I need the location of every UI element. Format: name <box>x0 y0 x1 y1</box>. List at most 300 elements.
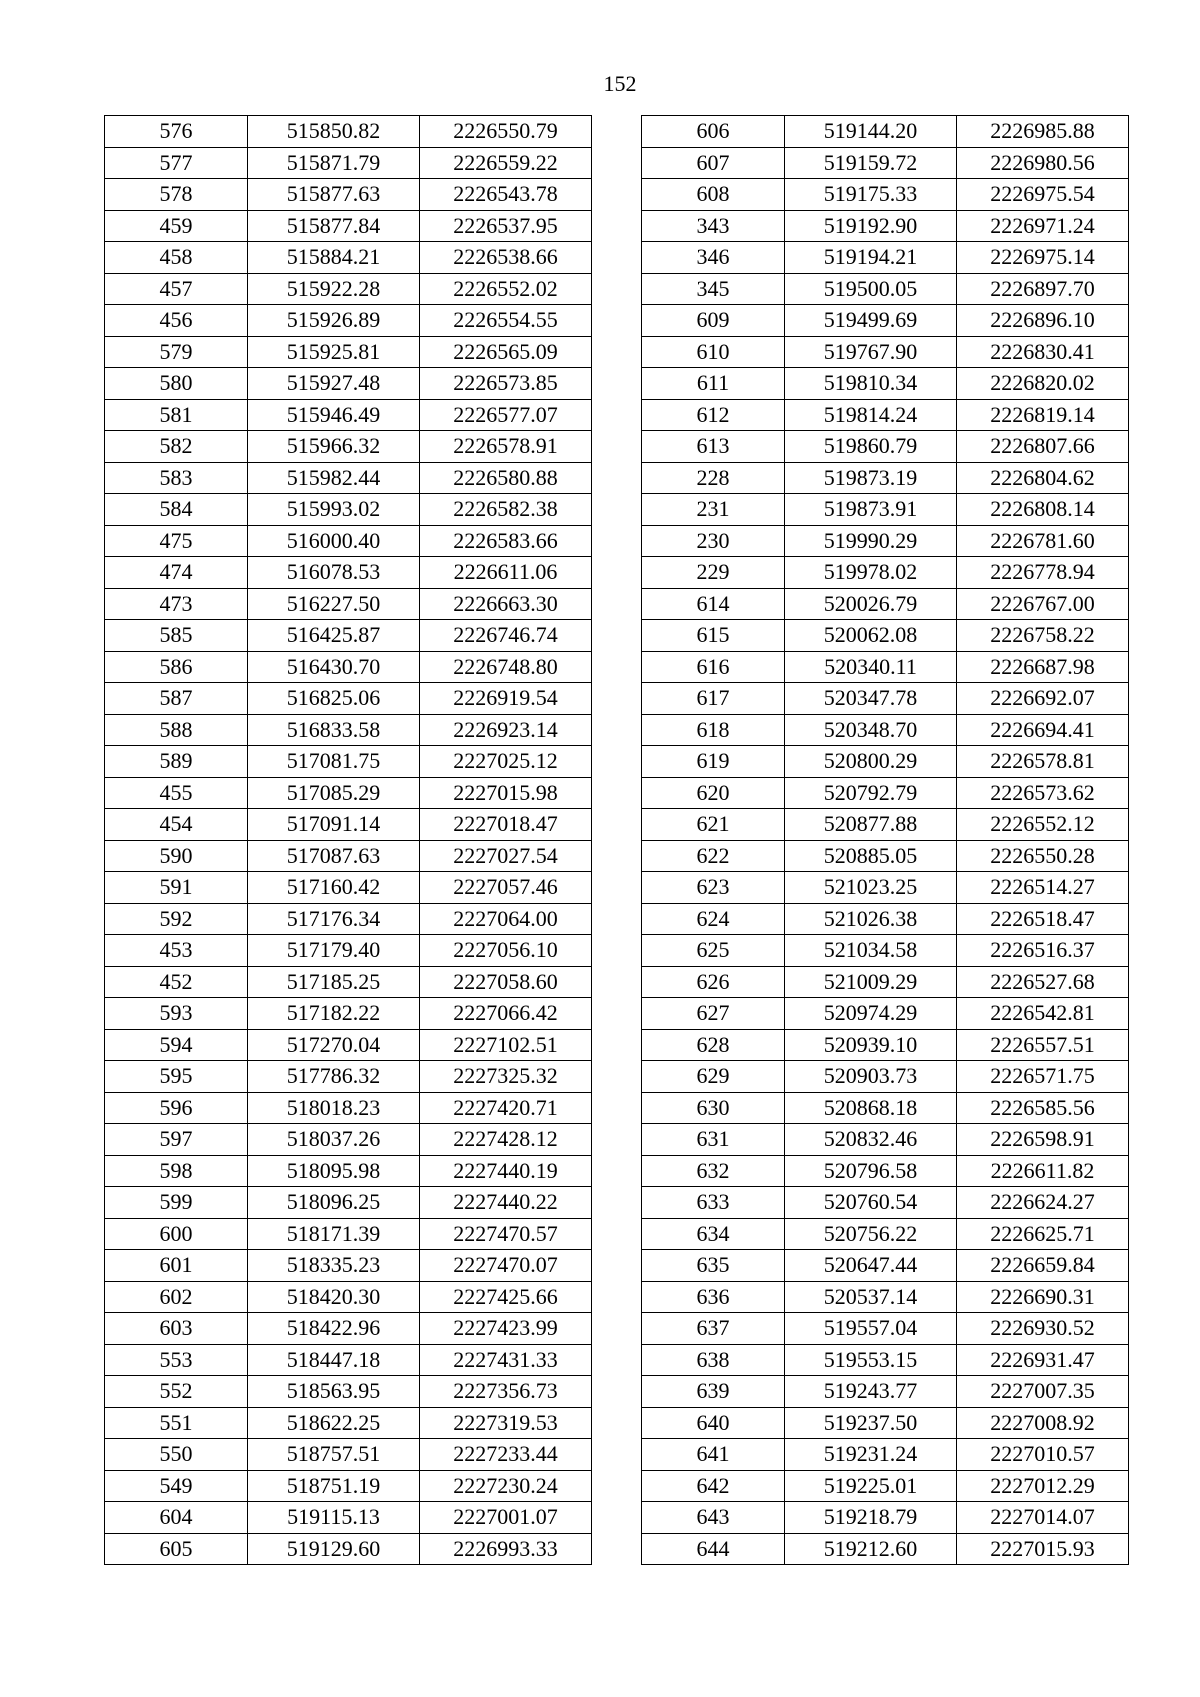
point-id-cell: 550 <box>105 1439 248 1471</box>
x-coordinate-cell: 519767.90 <box>785 336 957 368</box>
point-id-cell: 586 <box>105 651 248 683</box>
y-coordinate-cell: 2226527.68 <box>957 966 1129 998</box>
table-row <box>105 1533 592 1565</box>
coordinate-table-right <box>641 115 1129 1565</box>
x-coordinate-cell: 515925.81 <box>248 336 420 368</box>
y-coordinate-cell: 2227470.07 <box>420 1250 592 1282</box>
y-coordinate-cell: 2227325.32 <box>420 1061 592 1093</box>
x-coordinate-cell: 519212.60 <box>785 1533 957 1565</box>
y-coordinate-cell: 2226930.52 <box>957 1313 1129 1345</box>
table-row <box>105 1439 592 1471</box>
table-row <box>642 966 1129 998</box>
x-coordinate-cell: 521034.58 <box>785 935 957 967</box>
y-coordinate-cell: 2226781.60 <box>957 525 1129 557</box>
x-coordinate-cell: 517176.34 <box>248 903 420 935</box>
y-coordinate-cell: 2226611.82 <box>957 1155 1129 1187</box>
point-id-cell: 603 <box>105 1313 248 1345</box>
point-id-cell: 457 <box>105 273 248 305</box>
point-id-cell: 600 <box>105 1218 248 1250</box>
x-coordinate-cell: 520062.08 <box>785 620 957 652</box>
y-coordinate-cell: 2226552.02 <box>420 273 592 305</box>
y-coordinate-cell: 2227012.29 <box>957 1470 1129 1502</box>
table-row <box>642 179 1129 211</box>
y-coordinate-cell: 2227425.66 <box>420 1281 592 1313</box>
x-coordinate-cell: 519175.33 <box>785 179 957 211</box>
x-coordinate-cell: 516425.87 <box>248 620 420 652</box>
x-coordinate-cell: 517185.25 <box>248 966 420 998</box>
y-coordinate-cell: 2227010.57 <box>957 1439 1129 1471</box>
table-row <box>642 714 1129 746</box>
point-id-cell: 576 <box>105 116 248 148</box>
x-coordinate-cell: 517091.14 <box>248 809 420 841</box>
point-id-cell: 641 <box>642 1439 785 1471</box>
x-coordinate-cell: 516430.70 <box>248 651 420 683</box>
y-coordinate-cell: 2226573.85 <box>420 368 592 400</box>
table-row <box>642 1533 1129 1565</box>
y-coordinate-cell: 2226598.91 <box>957 1124 1129 1156</box>
point-id-cell: 634 <box>642 1218 785 1250</box>
table-row <box>642 525 1129 557</box>
point-id-cell: 612 <box>642 399 785 431</box>
y-coordinate-cell: 2227470.57 <box>420 1218 592 1250</box>
point-id-cell: 616 <box>642 651 785 683</box>
table-row <box>105 525 592 557</box>
x-coordinate-cell: 520348.70 <box>785 714 957 746</box>
x-coordinate-cell: 520903.73 <box>785 1061 957 1093</box>
y-coordinate-cell: 2227027.54 <box>420 840 592 872</box>
x-coordinate-cell: 518335.23 <box>248 1250 420 1282</box>
x-coordinate-cell: 517179.40 <box>248 935 420 967</box>
y-coordinate-cell: 2227420.71 <box>420 1092 592 1124</box>
table-row <box>105 1407 592 1439</box>
y-coordinate-cell: 2226585.56 <box>957 1092 1129 1124</box>
point-id-cell: 626 <box>642 966 785 998</box>
table-row <box>642 651 1129 683</box>
point-id-cell: 577 <box>105 147 248 179</box>
point-id-cell: 582 <box>105 431 248 463</box>
x-coordinate-cell: 519218.79 <box>785 1502 957 1534</box>
y-coordinate-cell: 2227356.73 <box>420 1376 592 1408</box>
point-id-cell: 593 <box>105 998 248 1030</box>
x-coordinate-cell: 520347.78 <box>785 683 957 715</box>
y-coordinate-cell: 2226993.33 <box>420 1533 592 1565</box>
table-row <box>642 1281 1129 1313</box>
table-row <box>642 242 1129 274</box>
x-coordinate-cell: 518018.23 <box>248 1092 420 1124</box>
y-coordinate-cell: 2227431.33 <box>420 1344 592 1376</box>
point-id-cell: 615 <box>642 620 785 652</box>
y-coordinate-cell: 2226746.74 <box>420 620 592 652</box>
y-coordinate-cell: 2226543.78 <box>420 179 592 211</box>
y-coordinate-cell: 2227008.92 <box>957 1407 1129 1439</box>
x-coordinate-cell: 518447.18 <box>248 1344 420 1376</box>
table-row <box>105 305 592 337</box>
point-id-cell: 625 <box>642 935 785 967</box>
y-coordinate-cell: 2227058.60 <box>420 966 592 998</box>
table-row <box>642 431 1129 463</box>
table-row <box>642 116 1129 148</box>
y-coordinate-cell: 2227057.46 <box>420 872 592 904</box>
y-coordinate-cell: 2227230.24 <box>420 1470 592 1502</box>
point-id-cell: 581 <box>105 399 248 431</box>
y-coordinate-cell: 2227001.07 <box>420 1502 592 1534</box>
point-id-cell: 343 <box>642 210 785 242</box>
y-coordinate-cell: 2227007.35 <box>957 1376 1129 1408</box>
table-row <box>642 1470 1129 1502</box>
table-row <box>642 1155 1129 1187</box>
y-coordinate-cell: 2227025.12 <box>420 746 592 778</box>
point-id-cell: 601 <box>105 1250 248 1282</box>
table-row <box>105 147 592 179</box>
point-id-cell: 636 <box>642 1281 785 1313</box>
point-id-cell: 459 <box>105 210 248 242</box>
table-row <box>105 368 592 400</box>
y-coordinate-cell: 2226694.41 <box>957 714 1129 746</box>
x-coordinate-cell: 516000.40 <box>248 525 420 557</box>
point-id-cell: 231 <box>642 494 785 526</box>
table-row <box>105 462 592 494</box>
table-row <box>642 935 1129 967</box>
x-coordinate-cell: 517182.22 <box>248 998 420 1030</box>
y-coordinate-cell: 2226758.22 <box>957 620 1129 652</box>
point-id-cell: 605 <box>105 1533 248 1565</box>
table-row <box>105 1187 592 1219</box>
y-coordinate-cell: 2226537.95 <box>420 210 592 242</box>
point-id-cell: 638 <box>642 1344 785 1376</box>
x-coordinate-cell: 518563.95 <box>248 1376 420 1408</box>
y-coordinate-cell: 2226896.10 <box>957 305 1129 337</box>
x-coordinate-cell: 515877.63 <box>248 179 420 211</box>
point-id-cell: 589 <box>105 746 248 778</box>
y-coordinate-cell: 2226807.66 <box>957 431 1129 463</box>
table-row <box>105 998 592 1030</box>
table-row <box>105 336 592 368</box>
table-row <box>642 1061 1129 1093</box>
point-id-cell: 230 <box>642 525 785 557</box>
x-coordinate-cell: 521023.25 <box>785 872 957 904</box>
point-id-cell: 345 <box>642 273 785 305</box>
point-id-cell: 628 <box>642 1029 785 1061</box>
y-coordinate-cell: 2226571.75 <box>957 1061 1129 1093</box>
point-id-cell: 630 <box>642 1092 785 1124</box>
point-id-cell: 595 <box>105 1061 248 1093</box>
y-coordinate-cell: 2227319.53 <box>420 1407 592 1439</box>
table-row <box>642 1092 1129 1124</box>
y-coordinate-cell: 2226919.54 <box>420 683 592 715</box>
table-row <box>642 872 1129 904</box>
y-coordinate-cell: 2226804.62 <box>957 462 1129 494</box>
y-coordinate-cell: 2226550.28 <box>957 840 1129 872</box>
y-coordinate-cell: 2226975.54 <box>957 179 1129 211</box>
x-coordinate-cell: 520974.29 <box>785 998 957 1030</box>
x-coordinate-cell: 520537.14 <box>785 1281 957 1313</box>
y-coordinate-cell: 2226583.66 <box>420 525 592 557</box>
y-coordinate-cell: 2226820.02 <box>957 368 1129 400</box>
point-id-cell: 639 <box>642 1376 785 1408</box>
x-coordinate-cell: 518171.39 <box>248 1218 420 1250</box>
point-id-cell: 619 <box>642 746 785 778</box>
coordinate-table-left-body <box>105 116 592 1565</box>
x-coordinate-cell: 518037.26 <box>248 1124 420 1156</box>
point-id-cell: 613 <box>642 431 785 463</box>
x-coordinate-cell: 520877.88 <box>785 809 957 841</box>
x-coordinate-cell: 519144.20 <box>785 116 957 148</box>
point-id-cell: 627 <box>642 998 785 1030</box>
y-coordinate-cell: 2227440.19 <box>420 1155 592 1187</box>
x-coordinate-cell: 519243.77 <box>785 1376 957 1408</box>
point-id-cell: 598 <box>105 1155 248 1187</box>
y-coordinate-cell: 2226971.24 <box>957 210 1129 242</box>
y-coordinate-cell: 2226778.94 <box>957 557 1129 589</box>
x-coordinate-cell: 520885.05 <box>785 840 957 872</box>
y-coordinate-cell: 2226985.88 <box>957 116 1129 148</box>
point-id-cell: 618 <box>642 714 785 746</box>
table-row <box>642 998 1129 1030</box>
y-coordinate-cell: 2227015.93 <box>957 1533 1129 1565</box>
table-row <box>105 1029 592 1061</box>
x-coordinate-cell: 515871.79 <box>248 147 420 179</box>
table-row <box>105 116 592 148</box>
y-coordinate-cell: 2226514.27 <box>957 872 1129 904</box>
point-id-cell: 608 <box>642 179 785 211</box>
x-coordinate-cell: 519500.05 <box>785 273 957 305</box>
y-coordinate-cell: 2227423.99 <box>420 1313 592 1345</box>
table-row <box>105 1092 592 1124</box>
x-coordinate-cell: 515966.32 <box>248 431 420 463</box>
x-coordinate-cell: 517087.63 <box>248 840 420 872</box>
x-coordinate-cell: 515850.82 <box>248 116 420 148</box>
point-id-cell: 594 <box>105 1029 248 1061</box>
y-coordinate-cell: 2226582.38 <box>420 494 592 526</box>
table-row <box>642 557 1129 589</box>
table-row <box>642 210 1129 242</box>
coordinate-table-left <box>104 115 592 1565</box>
point-id-cell: 622 <box>642 840 785 872</box>
point-id-cell: 454 <box>105 809 248 841</box>
table-row <box>105 588 592 620</box>
y-coordinate-cell: 2226611.06 <box>420 557 592 589</box>
x-coordinate-cell: 518422.96 <box>248 1313 420 1345</box>
table-row <box>642 1124 1129 1156</box>
point-id-cell: 585 <box>105 620 248 652</box>
y-coordinate-cell: 2226830.41 <box>957 336 1129 368</box>
point-id-cell: 587 <box>105 683 248 715</box>
point-id-cell: 607 <box>642 147 785 179</box>
table-row <box>642 1218 1129 1250</box>
table-row <box>105 1313 592 1345</box>
y-coordinate-cell: 2227440.22 <box>420 1187 592 1219</box>
point-id-cell: 579 <box>105 336 248 368</box>
point-id-cell: 588 <box>105 714 248 746</box>
x-coordinate-cell: 520796.58 <box>785 1155 957 1187</box>
x-coordinate-cell: 520800.29 <box>785 746 957 778</box>
x-coordinate-cell: 519873.19 <box>785 462 957 494</box>
point-id-cell: 614 <box>642 588 785 620</box>
table-row <box>642 1250 1129 1282</box>
x-coordinate-cell: 519814.24 <box>785 399 957 431</box>
y-coordinate-cell: 2226554.55 <box>420 305 592 337</box>
table-row <box>642 1502 1129 1534</box>
table-row <box>642 147 1129 179</box>
y-coordinate-cell: 2226931.47 <box>957 1344 1129 1376</box>
x-coordinate-cell: 519557.04 <box>785 1313 957 1345</box>
x-coordinate-cell: 515927.48 <box>248 368 420 400</box>
point-id-cell: 620 <box>642 777 785 809</box>
point-id-cell: 611 <box>642 368 785 400</box>
page-number: 152 <box>603 71 637 96</box>
x-coordinate-cell: 515993.02 <box>248 494 420 526</box>
point-id-cell: 473 <box>105 588 248 620</box>
x-coordinate-cell: 518757.51 <box>248 1439 420 1471</box>
y-coordinate-cell: 2227014.07 <box>957 1502 1129 1534</box>
point-id-cell: 475 <box>105 525 248 557</box>
y-coordinate-cell: 2226819.14 <box>957 399 1129 431</box>
y-coordinate-cell: 2226538.66 <box>420 242 592 274</box>
x-coordinate-cell: 518096.25 <box>248 1187 420 1219</box>
point-id-cell: 621 <box>642 809 785 841</box>
x-coordinate-cell: 517081.75 <box>248 746 420 778</box>
x-coordinate-cell: 521026.38 <box>785 903 957 935</box>
table-row <box>105 840 592 872</box>
table-row <box>105 399 592 431</box>
x-coordinate-cell: 517160.42 <box>248 872 420 904</box>
point-id-cell: 583 <box>105 462 248 494</box>
point-id-cell: 596 <box>105 1092 248 1124</box>
point-id-cell: 617 <box>642 683 785 715</box>
x-coordinate-cell: 519553.15 <box>785 1344 957 1376</box>
point-id-cell: 637 <box>642 1313 785 1345</box>
x-coordinate-cell: 515884.21 <box>248 242 420 274</box>
x-coordinate-cell: 519978.02 <box>785 557 957 589</box>
point-id-cell: 642 <box>642 1470 785 1502</box>
x-coordinate-cell: 515982.44 <box>248 462 420 494</box>
point-id-cell: 580 <box>105 368 248 400</box>
table-row <box>642 620 1129 652</box>
table-row <box>642 588 1129 620</box>
point-id-cell: 590 <box>105 840 248 872</box>
x-coordinate-cell: 520868.18 <box>785 1092 957 1124</box>
table-row <box>642 903 1129 935</box>
point-id-cell: 643 <box>642 1502 785 1534</box>
table-row <box>105 210 592 242</box>
table-row <box>642 1439 1129 1471</box>
x-coordinate-cell: 521009.29 <box>785 966 957 998</box>
y-coordinate-cell: 2227015.98 <box>420 777 592 809</box>
x-coordinate-cell: 520340.11 <box>785 651 957 683</box>
table-row <box>105 777 592 809</box>
table-row <box>105 1470 592 1502</box>
point-id-cell: 602 <box>105 1281 248 1313</box>
point-id-cell: 635 <box>642 1250 785 1282</box>
x-coordinate-cell: 520792.79 <box>785 777 957 809</box>
x-coordinate-cell: 519194.21 <box>785 242 957 274</box>
table-row <box>642 273 1129 305</box>
table-row <box>642 1313 1129 1345</box>
x-coordinate-cell: 519810.34 <box>785 368 957 400</box>
table-row <box>642 1407 1129 1439</box>
point-id-cell: 591 <box>105 872 248 904</box>
table-row <box>642 1187 1129 1219</box>
table-row <box>105 179 592 211</box>
y-coordinate-cell: 2226578.81 <box>957 746 1129 778</box>
point-id-cell: 229 <box>642 557 785 589</box>
x-coordinate-cell: 517786.32 <box>248 1061 420 1093</box>
point-id-cell: 623 <box>642 872 785 904</box>
y-coordinate-cell: 2226625.71 <box>957 1218 1129 1250</box>
table-row <box>642 1029 1129 1061</box>
point-id-cell: 609 <box>642 305 785 337</box>
y-coordinate-cell: 2226690.31 <box>957 1281 1129 1313</box>
point-id-cell: 474 <box>105 557 248 589</box>
x-coordinate-cell: 518751.19 <box>248 1470 420 1502</box>
x-coordinate-cell: 519159.72 <box>785 147 957 179</box>
y-coordinate-cell: 2227064.00 <box>420 903 592 935</box>
x-coordinate-cell: 519873.91 <box>785 494 957 526</box>
x-coordinate-cell: 518622.25 <box>248 1407 420 1439</box>
point-id-cell: 346 <box>642 242 785 274</box>
y-coordinate-cell: 2226659.84 <box>957 1250 1129 1282</box>
point-id-cell: 458 <box>105 242 248 274</box>
x-coordinate-cell: 519990.29 <box>785 525 957 557</box>
x-coordinate-cell: 519225.01 <box>785 1470 957 1502</box>
point-id-cell: 553 <box>105 1344 248 1376</box>
point-id-cell: 640 <box>642 1407 785 1439</box>
y-coordinate-cell: 2227018.47 <box>420 809 592 841</box>
y-coordinate-cell: 2226687.98 <box>957 651 1129 683</box>
x-coordinate-cell: 517270.04 <box>248 1029 420 1061</box>
x-coordinate-cell: 518095.98 <box>248 1155 420 1187</box>
y-coordinate-cell: 2226516.37 <box>957 935 1129 967</box>
table-row <box>642 840 1129 872</box>
y-coordinate-cell: 2226573.62 <box>957 777 1129 809</box>
point-id-cell: 452 <box>105 966 248 998</box>
table-row <box>105 935 592 967</box>
x-coordinate-cell: 519231.24 <box>785 1439 957 1471</box>
y-coordinate-cell: 2226550.79 <box>420 116 592 148</box>
table-row <box>105 273 592 305</box>
point-id-cell: 606 <box>642 116 785 148</box>
table-row <box>105 620 592 652</box>
x-coordinate-cell: 520647.44 <box>785 1250 957 1282</box>
table-row <box>642 777 1129 809</box>
point-id-cell: 633 <box>642 1187 785 1219</box>
y-coordinate-cell: 2226808.14 <box>957 494 1129 526</box>
point-id-cell: 549 <box>105 1470 248 1502</box>
table-row <box>105 746 592 778</box>
x-coordinate-cell: 520832.46 <box>785 1124 957 1156</box>
point-id-cell: 453 <box>105 935 248 967</box>
y-coordinate-cell: 2226565.09 <box>420 336 592 368</box>
x-coordinate-cell: 519115.13 <box>248 1502 420 1534</box>
table-row <box>105 494 592 526</box>
x-coordinate-cell: 520756.22 <box>785 1218 957 1250</box>
table-row <box>105 1218 592 1250</box>
x-coordinate-cell: 519860.79 <box>785 431 957 463</box>
table-row <box>642 1376 1129 1408</box>
table-row <box>105 1502 592 1534</box>
y-coordinate-cell: 2226518.47 <box>957 903 1129 935</box>
x-coordinate-cell: 516227.50 <box>248 588 420 620</box>
table-row <box>105 1155 592 1187</box>
y-coordinate-cell: 2227102.51 <box>420 1029 592 1061</box>
table-row <box>105 1344 592 1376</box>
table-row <box>105 1061 592 1093</box>
y-coordinate-cell: 2226557.51 <box>957 1029 1129 1061</box>
point-id-cell: 599 <box>105 1187 248 1219</box>
x-coordinate-cell: 517085.29 <box>248 777 420 809</box>
point-id-cell: 632 <box>642 1155 785 1187</box>
table-row <box>105 903 592 935</box>
